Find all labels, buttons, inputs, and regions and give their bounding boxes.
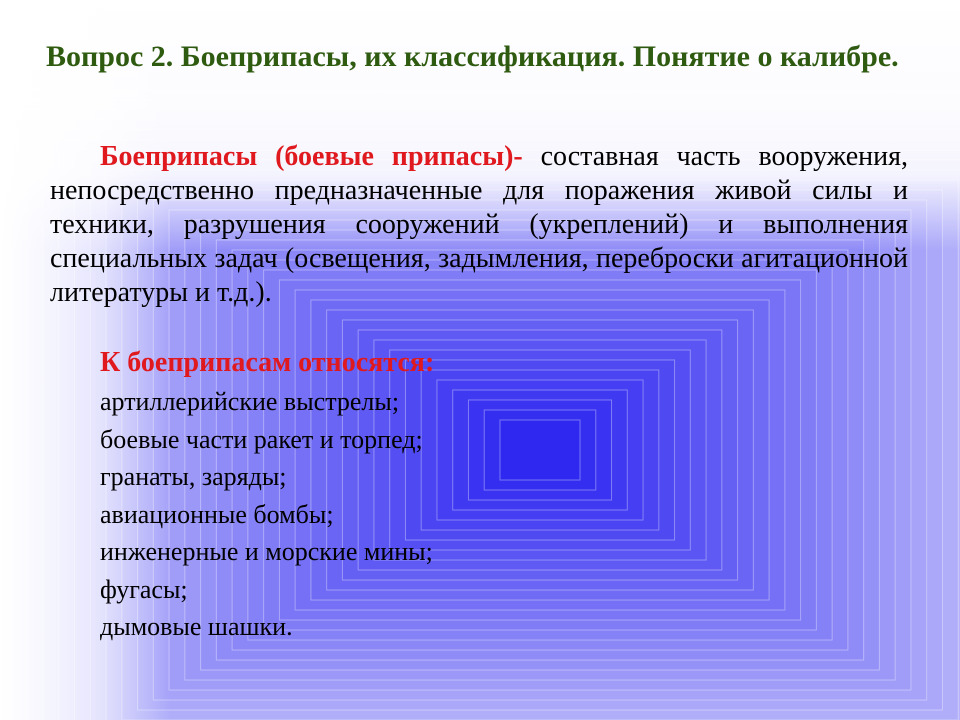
slide-title: Вопрос 2. Боеприпасы, их классификация. Понятие о калибре. — [46, 40, 899, 73]
list-item: боевые части ракет и торпед; — [100, 424, 423, 454]
list-heading: К боеприпасам относятся: — [100, 347, 435, 378]
list-item: авиационные бомбы; — [100, 499, 334, 529]
list-item: фугасы; — [100, 574, 188, 604]
list-item: дымовые шашки. — [100, 612, 293, 641]
definition-paragraph — [50, 140, 908, 310]
list-item: инженерные и морские мины; — [100, 537, 433, 566]
ammunition-list — [100, 383, 433, 646]
list-item: артиллерийские выстрелы; — [100, 387, 400, 416]
definition-text: составная часть вооружения, непосредственно предназначенные для поражения живой силы и техники, разрушения сооружений (укреплений) и выполнения специальных задач (освещения, задымления, переброски агитационной литературы и т.д.). — [50, 141, 908, 308]
list-item: гранаты, заряды; — [100, 462, 287, 491]
definition-term: Боеприпасы (боевые припасы)- — [100, 141, 523, 172]
